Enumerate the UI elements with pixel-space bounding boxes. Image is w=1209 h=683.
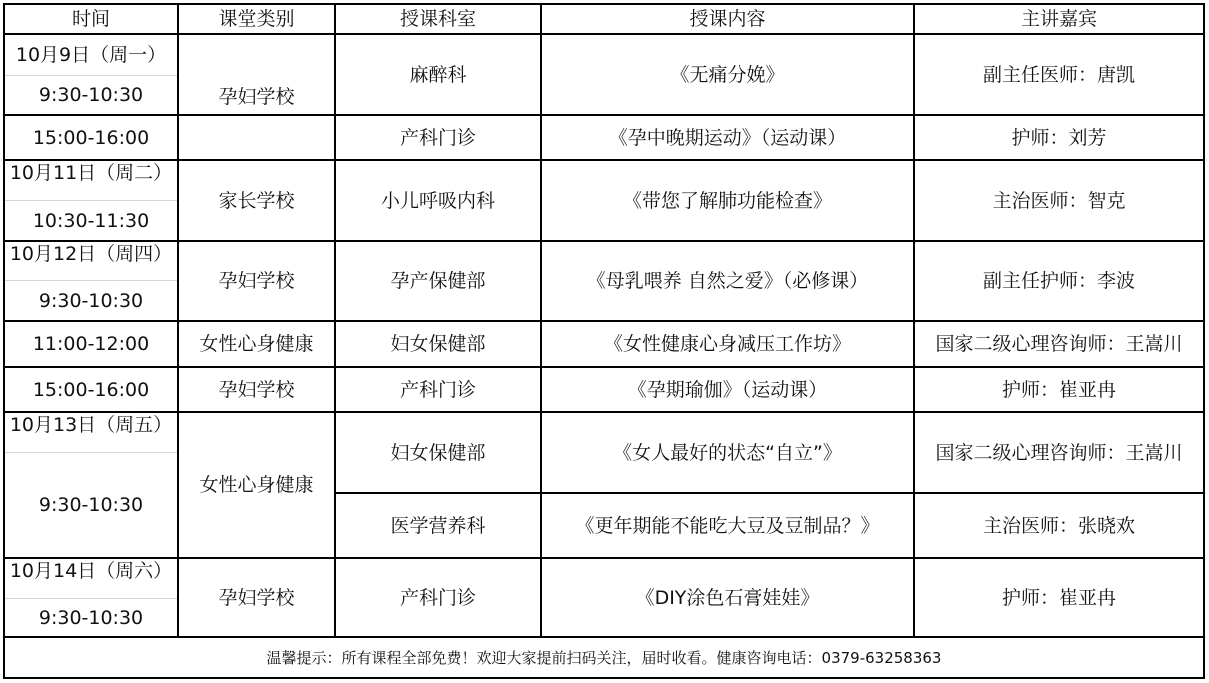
grid-line: [3, 3, 5, 679]
grid-line: [335, 492, 1204, 494]
grid-line: [4, 114, 178, 116]
speaker-cell: 国家二级心理咨询师：王嵩川: [935, 441, 1183, 464]
department-cell: 孕产保健部: [390, 270, 486, 292]
department-cell: 麻醉科: [409, 63, 467, 86]
time-cell: 9:30-10:30: [38, 606, 144, 629]
category-cell: 女性心身健康: [199, 333, 314, 355]
content-cell: 《女人最好的状态“自立”》: [613, 441, 842, 464]
speaker-cell: 主治医师：智克: [992, 189, 1126, 212]
grid-line: [177, 3, 179, 637]
grid-line: [4, 452, 178, 453]
grid-line: [540, 3, 542, 637]
time-cell: 9:30-10:30: [38, 289, 144, 312]
time-cell: 10月14日（周六）: [9, 560, 173, 582]
grid-line: [4, 75, 178, 76]
content-cell: 《无痛分娩》: [670, 63, 785, 86]
department-cell: 医学营养科: [390, 514, 486, 537]
department-cell: 小儿呼吸内科: [380, 189, 495, 212]
grid-line: [4, 598, 178, 599]
grid-line: [913, 3, 915, 637]
speaker-cell: 副主任医师：唐凯: [982, 63, 1135, 86]
speaker-cell: 国家二级心理咨询师：王嵩川: [935, 333, 1183, 355]
category-cell: 孕妇学校: [218, 378, 295, 401]
category-cell: 孕妇学校: [218, 586, 295, 609]
grid-line: [4, 636, 1204, 638]
content-cell: 《带您了解肺功能检查》: [622, 189, 832, 212]
grid-line: [1203, 3, 1205, 679]
department-cell: 产科门诊: [399, 126, 476, 149]
speaker-cell: 护师：崔亚冉: [1001, 586, 1116, 609]
grid-line: [178, 114, 1204, 116]
time-cell: 10月11日（周二）: [9, 162, 173, 184]
department-cell: 妇女保健部: [390, 441, 486, 464]
header-cell: 授课内容: [689, 8, 766, 30]
grid-line: [4, 33, 1204, 35]
time-cell: 9:30-10:30: [38, 494, 144, 516]
content-cell: 《母乳喂养 自然之爱》（必修课）: [586, 270, 869, 292]
time-cell: 10月12日（周四）: [9, 243, 173, 265]
grid-line: [4, 240, 1204, 242]
content-cell: 《孕期瑜伽》（运动课）: [627, 378, 828, 401]
footer-tip: 温馨提示：所有课程全部免费！欢迎大家提前扫码关注，届时收看。健康咨询电话：0379-63258363: [266, 649, 942, 667]
time-cell: 15:00-16:00: [32, 378, 150, 401]
time-cell: 15:00-16:00: [32, 126, 150, 149]
category-cell: 孕妇学校: [218, 86, 295, 108]
content-cell: 《DIY涂色石膏娃娃》: [635, 586, 820, 609]
grid-line: [4, 280, 178, 281]
grid-line: [4, 320, 1204, 322]
speaker-cell: 主治医师：张晓欢: [982, 514, 1135, 537]
header-cell: 授课科室: [399, 8, 476, 30]
time-cell: 9:30-10:30: [38, 84, 144, 106]
grid-line: [4, 557, 1204, 559]
time-cell: 10月13日（周五）: [9, 414, 173, 436]
grid-line: [4, 3, 1204, 5]
grid-line: [4, 200, 178, 201]
department-cell: 妇女保健部: [390, 333, 486, 355]
speaker-cell: 副主任护师：李波: [982, 270, 1135, 292]
time-cell: 10月9日（周一）: [15, 43, 167, 66]
content-cell: 《更年期能不能吃大豆及豆制品？》: [575, 514, 880, 537]
grid-line: [334, 3, 336, 637]
header-cell: 主讲嘉宾: [1020, 8, 1097, 30]
department-cell: 产科门诊: [399, 586, 476, 609]
content-cell: 《女性健康心身减压工作坊》: [603, 333, 851, 355]
header-cell: 时间: [71, 8, 110, 30]
category-cell: 孕妇学校: [218, 270, 295, 292]
department-cell: 产科门诊: [399, 378, 476, 401]
content-cell: 《孕中晚期运动》（运动课）: [608, 126, 847, 149]
time-cell: 10:30-11:30: [32, 209, 150, 232]
grid-line: [4, 677, 1204, 679]
speaker-cell: 护师：崔亚冉: [1001, 378, 1116, 401]
grid-line: [4, 411, 1204, 413]
category-cell: 家长学校: [218, 189, 295, 212]
header-cell: 课堂类别: [218, 8, 295, 30]
time-cell: 11:00-12:00: [32, 333, 150, 355]
category-cell: 女性心身健康: [199, 474, 314, 496]
speaker-cell: 护师：刘芳: [1011, 126, 1107, 149]
grid-line: [4, 366, 1204, 368]
grid-line: [4, 159, 1204, 161]
